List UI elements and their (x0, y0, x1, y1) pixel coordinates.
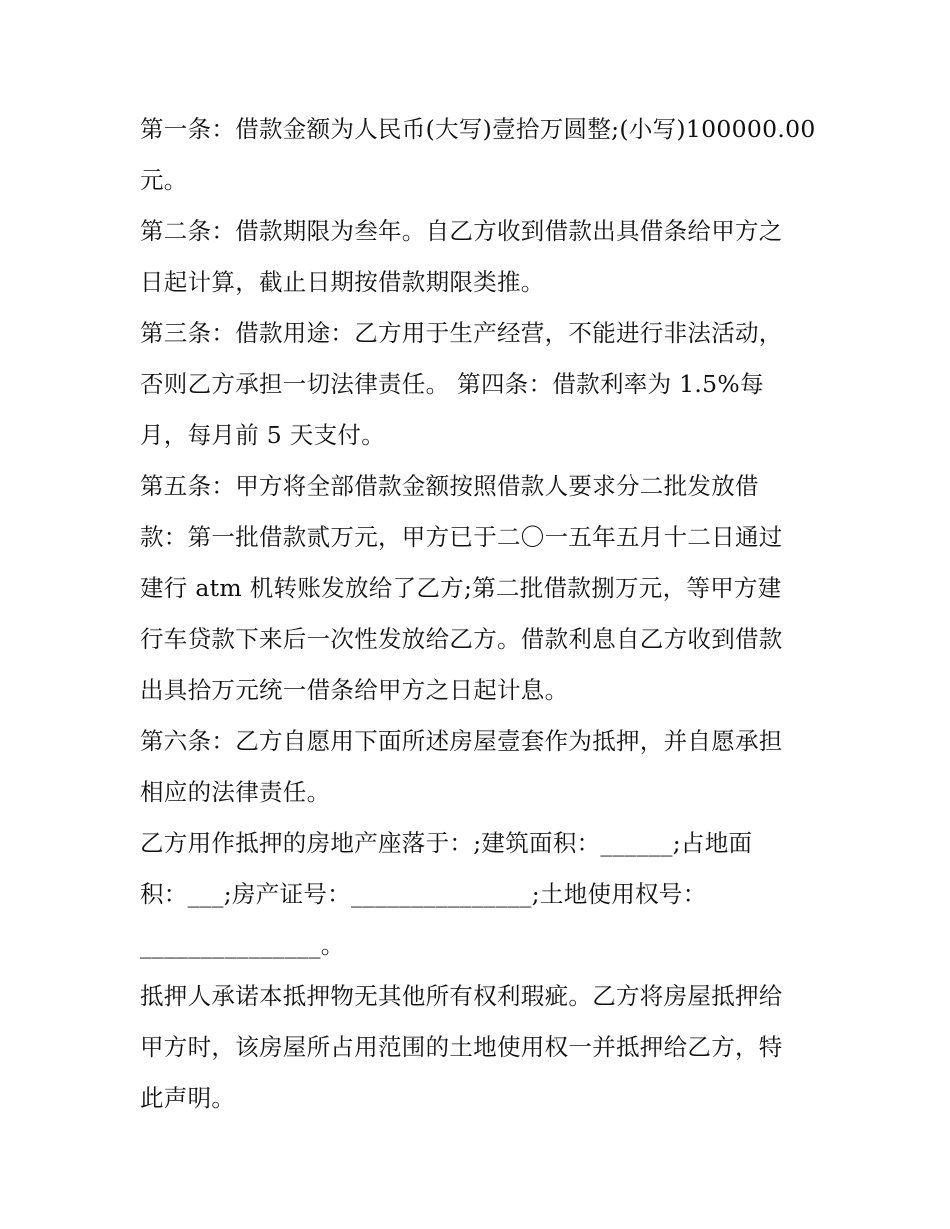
clause-2-line-2: 日起计算，截止日期按借款期限类推。 (140, 268, 545, 296)
clause-5-line-5: 出具拾万元统一借条给甲方之日起计息。 (140, 676, 569, 704)
property-line-1: 乙方用作抵押的房地产座落于：;建筑面积：______;占地面 (140, 829, 753, 857)
clause-5-line-3: 建行 atm 机转账发放给了乙方;第二批借款捌万元，等甲方建 (140, 574, 782, 602)
clause-1-line-2: 元。 (140, 166, 188, 194)
declaration-line-2: 甲方时，该房屋所占用范围的土地使用权一并抵押给乙方，特 (140, 1033, 783, 1061)
clause-6-line-1: 第六条：乙方自愿用下面所述房屋壹套作为抵押，并自愿承担 (140, 727, 783, 755)
clause-4-line-2: 月，每月前 5 天支付。 (140, 421, 385, 449)
clause-1-line-1: 第一条：借款金额为人民币(大写)壹拾万圆整;(小写)100000.00 (140, 115, 816, 143)
property-line-2: 积：___;房产证号：_______________;土地使用权号： (140, 880, 707, 908)
clause-5-line-2: 款：第一批借款贰万元，甲方已于二〇一五年五月十二日通过 (140, 523, 783, 551)
clause-3-4-line-2: 否则乙方承担一切法律责任。 第四条：借款利率为 1.5%每 (140, 370, 764, 398)
clause-5-line-1: 第五条：甲方将全部借款金额按照借款人要求分二批发放借 (140, 472, 759, 500)
declaration-line-3: 此声明。 (140, 1084, 236, 1112)
document-body (140, 104, 816, 1124)
clause-3-line-1: 第三条：借款用途：乙方用于生产经营，不能进行非法活动， (140, 319, 783, 347)
clause-6-line-2: 相应的法律责任。 (140, 778, 331, 806)
clause-5-line-4: 行车贷款下来后一次性发放给乙方。借款利息自乙方收到借款 (140, 625, 783, 653)
declaration-line-1: 抵押人承诺本抵押物无其他所有权利瑕疵。乙方将房屋抵押给 (140, 982, 783, 1010)
property-line-3: _______________。 (140, 931, 345, 959)
clause-2-line-1: 第二条：借款期限为叁年。自乙方收到借款出具借条给甲方之 (140, 217, 783, 245)
